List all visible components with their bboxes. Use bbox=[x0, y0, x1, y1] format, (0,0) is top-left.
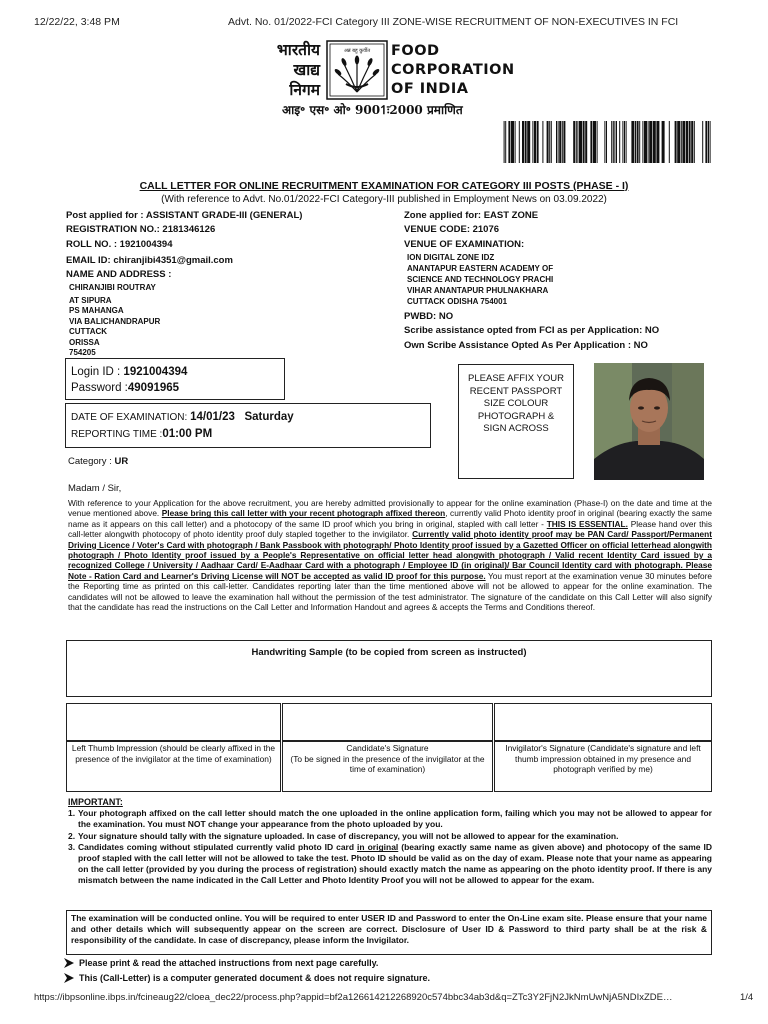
address-line: VIA BALICHANDRAPUR bbox=[69, 316, 161, 326]
registration-number: REGISTRATION NO.: 2181346126 bbox=[66, 224, 216, 235]
print-page-title: Advt. No. 01/2022-FCI Category III ZONE-WISE RECRUITMENT OF NON-EXECUTIVES IN FCI bbox=[228, 16, 679, 28]
reporting-time-value: 01:00 PM bbox=[162, 428, 213, 440]
address-line: ORISSA bbox=[69, 337, 100, 347]
advt-reference: (With reference to Advt. No.01/2022-FCI Category-III published in Employment News on 03.09.2022) bbox=[161, 194, 607, 205]
instruction-text: , currently valid Photo identity proof in original (bearing exactly the same name as it appears on this call letter) and a photocopy of the same ID proof which you bring in original, stapled with call letter - bbox=[68, 508, 712, 529]
list-item: 1. Your photograph affixed on the call letter should match the one uploaded in the online application form, failing which you may not be allowed to appear for the examination. You must NOT change your appearance from the photo uploaded by you. bbox=[68, 808, 712, 829]
category-label: Category : bbox=[68, 456, 115, 467]
candidate-signature-area bbox=[282, 703, 493, 741]
login-credentials-box bbox=[65, 358, 285, 400]
login-id-value: 1921004394 bbox=[123, 366, 188, 378]
print-url: https://ibpsonline.ibps.in/fcineaug22/cloea_dec22/process.php?appid=bf2a126614212268920c574bbc34ab3d&q=ZTc3Y2FjN2JkNmUwNjA5NDIxZDE… bbox=[34, 992, 673, 1003]
important-heading: IMPORTANT: bbox=[68, 797, 123, 807]
iso-certification: आइ॰ एस॰ ओ॰ 9001ः2000 प्रमाणित bbox=[282, 103, 463, 117]
barcode-icon bbox=[502, 121, 712, 163]
important-list bbox=[68, 808, 712, 887]
login-id-label: Login ID : bbox=[71, 366, 124, 378]
candidate-photo bbox=[594, 363, 704, 480]
instruction-emphasis: Please bring this call letter with your recent photograph affixed thereon bbox=[161, 508, 446, 519]
instruction-emphasis: THIS IS ESSENTIAL. bbox=[546, 518, 628, 529]
important-item-text: Your signature should tally with the signature uploaded. In case of discrepancy, you will not be allowed to appear for the examination. bbox=[78, 830, 619, 841]
logo-hindi-name bbox=[240, 40, 320, 100]
scribe-fci-status: Scribe assistance opted from FCI as per Application: NO bbox=[404, 325, 660, 336]
venue-address bbox=[404, 252, 714, 307]
venue-label: VENUE OF EXAMINATION: bbox=[404, 239, 525, 250]
online-exam-note: The examination will be conducted online. You will be required to enter USER ID and Password to enter the On-Line exam site. Please ensure that your name and other details which will subsequently appear on the screen are correct. Disclosure of User ID & Password to third party shall be at the risk & responsibility of the candidate. In case of discrepancy, please inform the Invigilator. bbox=[66, 910, 712, 955]
pwbd-status: PWBD: NO bbox=[404, 311, 454, 322]
arrow-bullet-icon bbox=[62, 973, 76, 983]
candidate-signature-note: (To be signed in the presence of the invigilator at the time of examination) bbox=[290, 753, 485, 774]
zone-applied: Zone applied for: EAST ZONE bbox=[404, 210, 539, 221]
logo-english-name bbox=[391, 42, 515, 99]
exam-zone-details bbox=[404, 209, 714, 353]
password-label: Password : bbox=[71, 382, 128, 394]
venue-line: SCIENCE AND TECHNOLOGY PRACHI bbox=[407, 275, 554, 284]
important-item-emphasis: in original bbox=[357, 842, 399, 853]
logo-english-line: FOOD bbox=[391, 43, 440, 59]
list-item: 3. Candidates coming without stipulated currently valid photo ID card in original (bearing exactly same name as given above) and photocopy of the same ID proof stapled with the call letter will not be allowed to take the test. Photo ID should be valid as on the day of exam. Please note that your name as appearing on the call letter (provided by you during the process of registration) should exactly match the name as appearing on the photo identity proof. If there is any mismatch between the name indicated in the Call Letter and Photo Identity Proof you will not be allowed to appear for the exam. bbox=[68, 842, 712, 885]
logo-english-line: OF INDIA bbox=[391, 81, 469, 97]
invigilator-signature-area bbox=[494, 703, 712, 741]
invigilator-signature-caption: Invigilator's Signature (Candidate's signature and left thumb impression obtained in my presence and photograph verified by me) bbox=[494, 741, 712, 792]
address-line: CHIRANJIBI ROUTRAY bbox=[69, 283, 156, 292]
venue-line: CUTTACK ODISHA 754001 bbox=[407, 297, 508, 306]
post-applied: Post applied for : ASSISTANT GRADE-III (GENERAL) bbox=[66, 210, 303, 221]
candidate-category bbox=[68, 456, 128, 467]
exam-schedule-box bbox=[65, 403, 431, 448]
address-line: AT SIPURA bbox=[69, 295, 112, 305]
important-item-text: Your photograph affixed on the call letter should match the one uploaded in the online application form, failing which you may not be allowed to appear for the examination. You must NOT change your appearance from the photo uploaded by you. bbox=[78, 808, 712, 829]
category-value: UR bbox=[114, 456, 129, 467]
logo-hindi-line: निगम bbox=[289, 80, 320, 99]
print-datetime: 12/22/22, 3:48 PM bbox=[34, 16, 120, 28]
important-item-text: Candidates coming without stipulated currently valid photo ID card bbox=[78, 842, 358, 853]
venue-code: VENUE CODE: 21076 bbox=[404, 224, 500, 235]
instruction-text: Please hand over this call-letter alongwith photocopy of photo identity proof duly stapled together to the invigilator. bbox=[68, 518, 713, 540]
logo-hindi-line: खाद्य bbox=[293, 60, 320, 79]
logo-english-line: CORPORATION bbox=[391, 62, 515, 78]
address-line: PS MAHANGA bbox=[69, 306, 124, 315]
admission-instructions bbox=[68, 498, 712, 612]
candidate-signature-title: Candidate's Signature bbox=[346, 743, 429, 753]
exam-date-label: DATE OF EXAMINATION: bbox=[71, 412, 191, 423]
reporting-time-label: REPORTING TIME : bbox=[71, 429, 163, 440]
valid-id-proof-list: Currently valid photo identity proof may be PAN Card/ Passport/Permanent Driving Licence / Voter's Card with photograph / Bank Passbook with photograph/ Photo Identity proof issued by a Gazetted Officer on official letterhead alongwith photograph / Photo Identity proof issued by a People's Representative on official letter head alongwith photograph / Valid recent Identity Card issued by a recognized College / University / Aadhaar Card/ E-Aadhaar Card with a photograph / Employee ID (in original)/ Bar Council Identity card with photograph. Please Note - Ration Card and Learner's Driving License will NOT be accepted as valid ID proof for this purpose. bbox=[68, 529, 713, 581]
bullet-text: Please print & read the attached instructions from next page carefully. bbox=[79, 958, 379, 968]
list-item bbox=[62, 973, 430, 983]
name-address-label: NAME AND ADDRESS : bbox=[66, 269, 172, 280]
instruction-text: With reference to your Application for the above recruitment, you are hereby admitted provisionally to appear for the online examination (Phase-I) on the date and time at the venue mentioned above. bbox=[68, 498, 712, 519]
arrow-bullet-icon bbox=[62, 958, 76, 968]
candidate-details bbox=[66, 209, 386, 359]
print-page-number: 1/4 bbox=[740, 992, 754, 1003]
email-id: EMAIL ID: chiranjibi4351@gmail.com bbox=[66, 255, 233, 266]
instruction-text: You must report at the examination venue 30 minutes before the Reporting time as printed on this call-letter. Candidates reporting later than the time mentioned above will not be allowed to appear for the online examination. The candidates will not be allowed to leave the examination hall without the permission of the test administrator. The signature of the candidate on this Call Letter will also signify that the candidate has read the instructions on the Call Letter and Information Handout and agrees & accepts the Terms and Conditions thereof. bbox=[68, 570, 712, 613]
venue-line: ION DIGITAL ZONE IDZ bbox=[407, 253, 495, 262]
address-line: 754205 bbox=[69, 348, 96, 357]
fci-emblem-icon bbox=[326, 40, 388, 100]
candidate-address bbox=[66, 283, 386, 359]
roll-number: ROLL NO. : 1921004394 bbox=[66, 239, 173, 250]
thumb-impression-area bbox=[66, 703, 281, 741]
salutation: Madam / Sir, bbox=[68, 483, 122, 494]
thumb-impression-caption: Left Thumb Impression (should be clearly affixed in the presence of the invigilator at the time of examination) bbox=[66, 741, 281, 792]
candidate-signature-caption bbox=[282, 741, 493, 792]
password-value: 49091965 bbox=[127, 382, 180, 394]
list-item bbox=[62, 958, 378, 968]
exam-date-value: 14/01/23 Saturday bbox=[190, 411, 294, 423]
affix-photo-instruction: PLEASE AFFIX YOUR RECENT PASSPORT SIZE COLOUR PHOTOGRAPH & SIGN ACROSS bbox=[458, 364, 574, 479]
emblem-motto: अन्नं बहु कुर्वीत bbox=[343, 48, 371, 54]
venue-line: ANANTAPUR EASTERN ACADEMY OF bbox=[407, 264, 554, 273]
address-line: CUTTACK bbox=[69, 327, 108, 336]
list-item: 2. Your signature should tally with the signature uploaded. In case of discrepancy, you will not be allowed to appear for the examination. bbox=[68, 831, 712, 842]
scribe-own-status: Own Scribe Assistance Opted As Per Application : NO bbox=[404, 340, 648, 351]
bullet-text: This (Call-Letter) is a computer generated document & does not require signature. bbox=[79, 973, 431, 983]
logo-hindi-line: भारतीय bbox=[276, 40, 320, 59]
important-item-text: (bearing exactly same name as given above) and photocopy of the same ID proof stapled with the call letter will not be allowed to take the test. Photo ID should be valid as on the day of exam. Please note that your name as appearing on the call letter (provided by you during the process of registration) should exactly match the name as appearing on the photo identity proof. If there is any mismatch between the name indicated in the Call Letter and Photo Identity Proof you will not be allowed to appear for the exam. bbox=[78, 842, 712, 885]
call-letter-heading: CALL LETTER FOR ONLINE RECRUITMENT EXAMINATION FOR CATEGORY III POSTS (PHASE - I) bbox=[139, 180, 629, 192]
venue-line: VIHAR ANANTAPUR PHULNAKHARA bbox=[407, 286, 549, 295]
handwriting-sample-box: Handwriting Sample (to be copied from screen as instructed) bbox=[66, 640, 712, 697]
